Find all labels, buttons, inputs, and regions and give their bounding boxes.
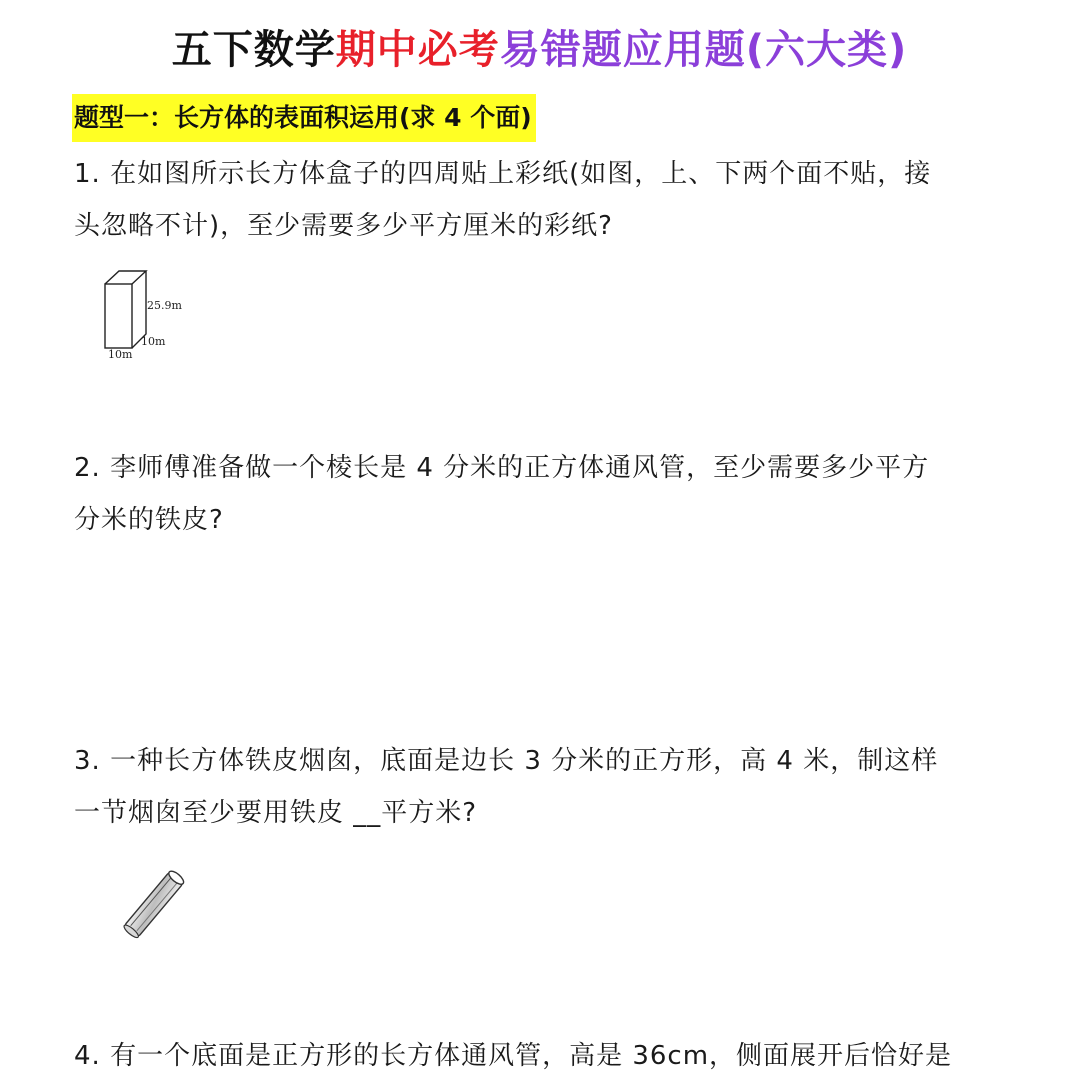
title-part-grade: 五下数学 — [171, 27, 336, 73]
cuboid-icon — [96, 262, 206, 366]
question-2-line-2: 分米的铁皮? — [74, 505, 224, 535]
title-part-exam: 期中必考 — [335, 27, 500, 73]
cuboid-width-label: 10m — [108, 348, 133, 361]
question-4-line-1: 4. 有一个底面是正方形的长方体通风管，高是 36cm，侧面展开后恰好是 — [74, 1041, 953, 1071]
page-title — [0, 22, 1079, 78]
question-3-line-1: 3. 一种长方体铁皮烟囱，底面是边长 3 分米的正方形，高 4 米，制这样 — [74, 746, 939, 776]
question-2-line-1: 2. 李师傅准备做一个棱长是 4 分米的正方体通风管，至少需要多少平方 — [74, 453, 930, 483]
chimney-pipe-icon — [110, 858, 200, 948]
chimney-figure — [110, 858, 200, 948]
question-1-line-1: 1. 在如图所示长方体盒子的四周贴上彩纸(如图，上、下两个面不贴，接 — [74, 159, 932, 189]
title-part-topic: 易错题应用题(六大类) — [499, 27, 908, 73]
cuboid-depth-label: 10m — [141, 335, 166, 348]
section-heading: 题型一：长方体的表面积运用(求 4 个面) — [72, 94, 536, 142]
cuboid-height-label: 25.9m — [147, 299, 182, 312]
question-1-line-2: 头忽略不计)，至少需要多少平方厘米的彩纸? — [74, 211, 613, 241]
question-3-line-2: 一节烟囱至少要用铁皮 __平方米? — [74, 798, 478, 828]
cuboid-figure — [96, 262, 206, 366]
